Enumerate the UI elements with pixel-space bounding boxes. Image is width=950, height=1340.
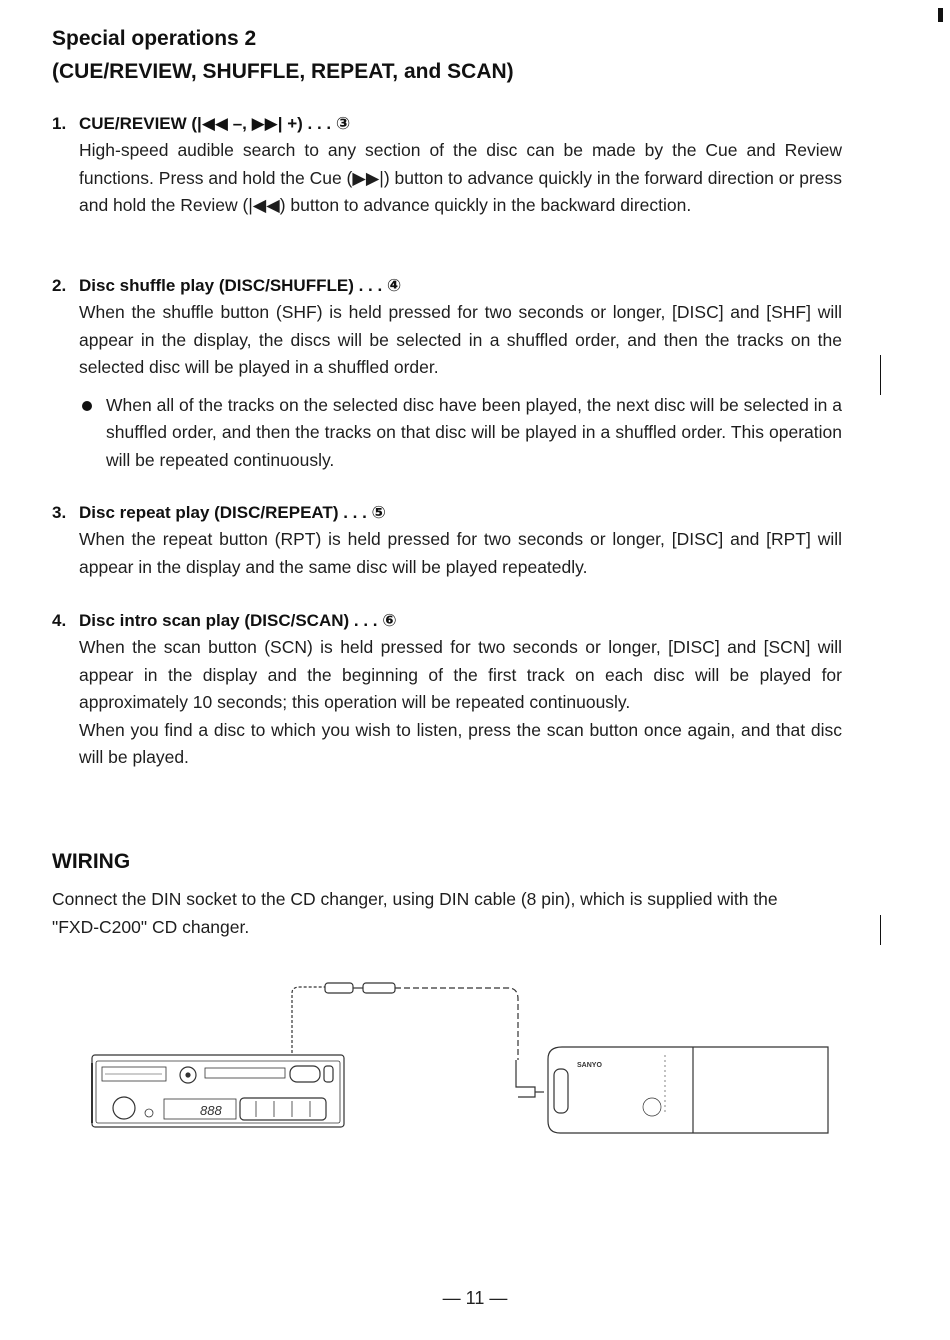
section-body: When the shuffle button (SHF) is held pressed for two seconds or longer, [DISC] and [SHF] will appear in the display, the discs will be selected in a shuffled order, and then the tracks on the selected disc will be played in a shuffled order. (79, 302, 842, 377)
bullet-note (106, 392, 842, 475)
section-title: Disc repeat play (DISC/REPEAT) . . . ⑤ (79, 503, 386, 522)
section-title: Disc intro scan play (DISC/SCAN) . . . ⑥ (79, 611, 397, 630)
section-body-continued: When you find a disc to which you wish to listen, press the scan button once again, and that disc will be played. (79, 719, 842, 767)
section-disc-scan (52, 608, 842, 772)
cd-changer-unit (548, 1047, 828, 1133)
section-heading (52, 608, 842, 634)
section-heading (52, 273, 842, 299)
section-title: Disc shuffle play (DISC/SHUFFLE) . . . ④ (79, 276, 402, 295)
section-cue-review (52, 111, 842, 220)
wiring-title: WIRING (52, 850, 131, 873)
section-body: When the scan button (SCN) is held pressed for two seconds or longer, [DISC] and [SCN] will appear in the display and the beginning of the first track on each disc will be played for approximately 10 seconds; this operation will be repeated continuously. (79, 637, 842, 712)
wiring-text: Connect the DIN socket to the CD changer, using DIN cable (8 pin), which is supplied with the "FXD-C200" CD changer. (52, 889, 778, 937)
section-number: 3. (52, 503, 67, 522)
car-stereo-unit (92, 1055, 344, 1127)
section-number: 1. (52, 114, 67, 133)
radio-display-readout: 888 (200, 1103, 222, 1118)
section-body: High-speed audible search to any section of the disc can be made by the Cue and Review functions. Press and hold the Cue (▶▶|) button to advance quickly in the forward direction or press and hold the Review (|◀◀) button to advance quickly in the backward direction. (79, 140, 842, 215)
edge-scan-mark (880, 355, 881, 395)
page-number: — 11 — (442, 1288, 508, 1308)
edge-scan-mark (880, 915, 881, 945)
section-number: 4. (52, 611, 67, 630)
changer-brand-label: SANYO (577, 1062, 602, 1069)
section-number: 2. (52, 276, 67, 295)
section-disc-shuffle (52, 273, 842, 474)
section-disc-repeat (52, 500, 842, 581)
page-title-line-1: Special operations 2 (52, 27, 257, 50)
din-cable (292, 983, 544, 1097)
section-heading (52, 500, 842, 526)
section-body: When the repeat button (RPT) is held pressed for two seconds or longer, [DISC] and [RPT] will appear in the display and the same disc will be played repeatedly. (79, 529, 842, 577)
bullet-text: When all of the tracks on the selected disc have been played, the next disc will be selected in a shuffled order, and then the tracks on that disc will be played in a shuffled order. This operation will be repeated continuously. (106, 394, 842, 470)
edge-scan-mark (938, 8, 943, 22)
wiring-diagram (80, 975, 840, 1150)
bullet-dot (82, 401, 92, 411)
section-title: CUE/REVIEW (|◀◀ –, ▶▶| +) . . . ③ (79, 114, 351, 133)
section-heading (52, 111, 842, 137)
page-title-line-2: (CUE/REVIEW, SHUFFLE, REPEAT, and SCAN) (52, 60, 514, 83)
